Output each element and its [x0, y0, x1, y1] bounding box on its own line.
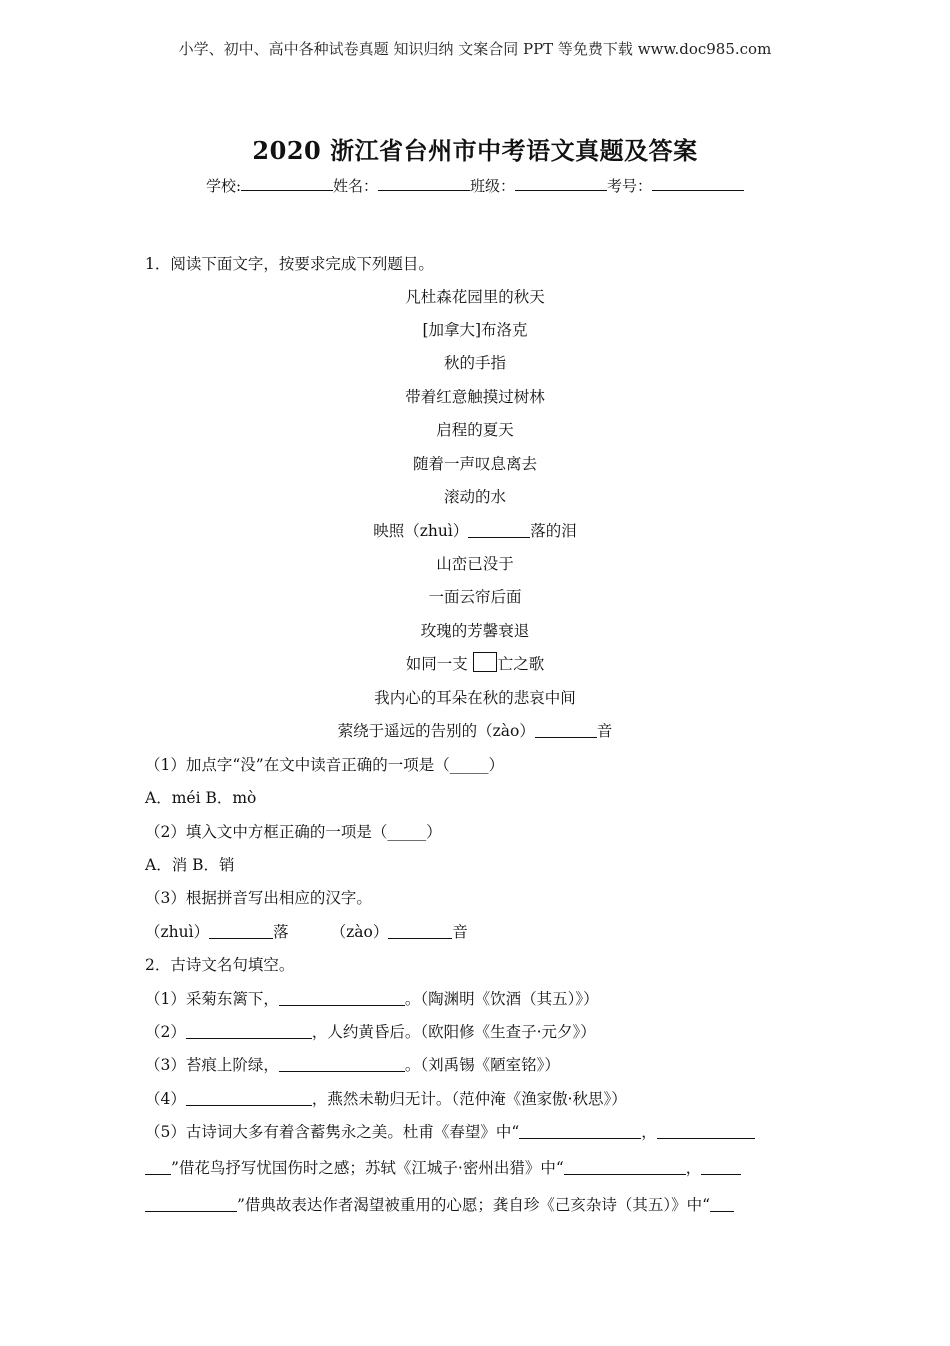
- school-field[interactable]: [241, 176, 333, 191]
- q2-blank-5a[interactable]: [519, 1122, 641, 1139]
- poem-line: 滚动的水: [443, 488, 506, 506]
- sub3-zao-label: （zào）: [330, 923, 389, 941]
- q2-blank-5c[interactable]: [564, 1158, 686, 1175]
- q2-item-1-text-b: 。（陶渊明《饮酒（其五）》）: [404, 990, 599, 1008]
- sub3-zhui-label: （zhuì）: [145, 923, 210, 941]
- sub3-zao-suffix: 音: [452, 923, 468, 941]
- q1-sub2-options: A．消 B．销: [145, 856, 235, 874]
- class-field[interactable]: [515, 176, 607, 191]
- poem-line-box: [0, 652, 950, 674]
- q1-sub1: （1）加点字“没”在文中读音正确的一项是（_____）: [145, 756, 504, 774]
- q1-intro: 1．阅读下面文字，按要求完成下列题目。: [145, 255, 434, 273]
- name-label: 姓名：: [333, 177, 379, 195]
- name-field[interactable]: [378, 176, 470, 191]
- q2-item-5-comma: ，: [641, 1123, 657, 1141]
- poem-line: 山峦已没于: [436, 555, 514, 573]
- exam-no-label: 考号：: [607, 177, 653, 195]
- q2-blank-5d[interactable]: [701, 1158, 741, 1175]
- q2-item-2-text-b: ，人约黄昏后。（欧阳修《生查子·元夕》）: [311, 1023, 596, 1041]
- poem-line: 秋的手指: [443, 354, 506, 372]
- sub3-zhui-suffix: 落: [273, 923, 289, 941]
- school-label: 学校:: [205, 177, 241, 195]
- poem-line-zao-text-a: 萦绕于遥远的告别的（zào）: [337, 722, 535, 740]
- poem-line-box-text-b: 亡之歌: [497, 655, 545, 673]
- q2-item-4-text-a: （4）: [145, 1090, 186, 1108]
- sub3-zhui-blank[interactable]: [209, 922, 273, 939]
- poem-line: 一面云帘后面: [428, 588, 522, 606]
- q2-blank-5b-cont[interactable]: [145, 1158, 171, 1175]
- poem-line-zhui-text-a: 映照（zhuì）: [373, 522, 469, 540]
- poem-line-zhui-text-b: 落的泪: [530, 522, 577, 540]
- q2-item-2-text-a: （2）: [145, 1023, 186, 1041]
- poem-line-zhui: [0, 519, 950, 541]
- q2-item-2: [145, 1020, 596, 1042]
- q2-item-5-line-2: [145, 1156, 741, 1178]
- poem-line: 玫瑰的芳馨衰退: [420, 622, 530, 640]
- q2-item-3-text-b: 。（刘禹锡《陋室铭》）: [404, 1056, 560, 1074]
- q2-item-5-text-a: （5）古诗词大多有着含蓄隽永之美。杜甫《春望》中“: [145, 1123, 520, 1141]
- poem-line: 带着红意触摸过树林: [405, 388, 545, 406]
- q1-sub3: （3）根据拼音写出相应的汉字。: [145, 889, 372, 907]
- poem-line-box-text-a: 如同一支: [405, 655, 468, 673]
- q2-blank-5b[interactable]: [657, 1122, 755, 1139]
- q2-item-5-text-b: ”借花鸟抒写忧国伤时之感；苏轼《江城子·密州出猎》中“: [171, 1159, 564, 1177]
- poem-line: 启程的夏天: [436, 421, 514, 439]
- q2-item-5-comma-2: ，: [685, 1159, 702, 1177]
- q1-sub3-answers: [145, 920, 468, 942]
- poem-line: 随着一声叹息离去: [412, 455, 537, 473]
- q2-blank-4[interactable]: [186, 1089, 312, 1106]
- page-header: 小学、初中、高中各种试卷真题 知识归纳 文案合同 PPT 等免费下载 www.doc985.com: [178, 40, 772, 58]
- poem-line-zao-text-b: 音: [596, 722, 613, 740]
- q2-item-4-text-b: ，燕然未勒归无计。（范仲淹《渔家傲·秋思》）: [311, 1090, 627, 1108]
- sub3-zao-blank[interactable]: [388, 922, 452, 939]
- q2-item-4: [145, 1087, 627, 1109]
- q2-item-5-text-c: ”借典故表达作者渴望被重用的心愿；龚自珍《己亥杂诗（其五）》中“: [237, 1196, 711, 1214]
- poem-title: 凡杜森花园里的秋天: [405, 288, 545, 306]
- q2-item-3-text-a: （3）苔痕上阶绿，: [145, 1056, 279, 1074]
- q2-blank-1[interactable]: [279, 989, 405, 1006]
- q2-item-5-line-3: [145, 1193, 734, 1215]
- poem-line: 我内心的耳朵在秋的悲哀中间: [374, 689, 576, 707]
- q2-item-1: [145, 987, 599, 1009]
- q2-item-3: [145, 1053, 560, 1075]
- q2-item-1-text-a: （1）采菊东篱下，: [145, 990, 279, 1008]
- answer-box[interactable]: [473, 652, 497, 672]
- q2-blank-2[interactable]: [186, 1022, 312, 1039]
- q1-sub2: （2）填入文中方框正确的一项是（_____）: [145, 823, 442, 841]
- zhui-blank[interactable]: [468, 521, 530, 538]
- q1-sub1-options: A．méi B．mò: [145, 789, 257, 807]
- exam-no-field[interactable]: [652, 176, 744, 191]
- poem-author: [加拿大]布洛克: [422, 321, 528, 339]
- class-label: 班级：: [470, 177, 516, 195]
- q2-blank-5d-cont[interactable]: [145, 1195, 237, 1212]
- q2-intro: 2．古诗文名句填空。: [145, 956, 295, 974]
- student-info-row: [0, 175, 950, 196]
- poem-line-zao: [0, 719, 950, 741]
- q2-item-5-line-1: [145, 1120, 755, 1142]
- zao-blank[interactable]: [535, 721, 597, 738]
- q2-blank-5e[interactable]: [710, 1195, 734, 1212]
- page-title: 2020 浙江省台州市中考语文真题及答案: [252, 136, 698, 165]
- q2-blank-3[interactable]: [279, 1055, 405, 1072]
